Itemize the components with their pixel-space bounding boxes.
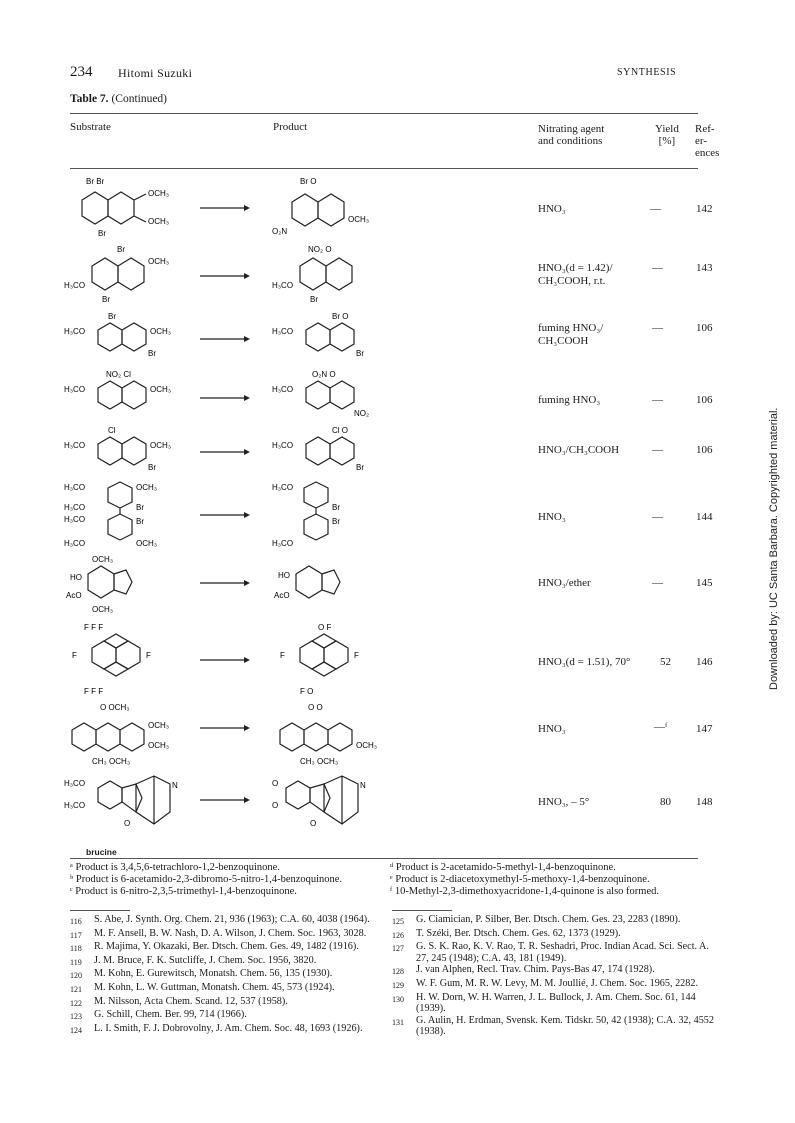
reaction-arrow — [200, 655, 250, 665]
svg-text:O O: O O — [308, 703, 323, 712]
substrate-structure-7 — [62, 556, 182, 616]
reference-number: 118 — [70, 944, 82, 954]
row-6-agent: HNO₃ — [538, 511, 566, 523]
reference-item — [392, 1015, 716, 1038]
svg-text:AcO: AcO — [274, 591, 290, 600]
reference-number: 127 — [392, 944, 404, 954]
svg-text:OCH₃: OCH₃ — [148, 741, 170, 750]
svg-text:H₃CO: H₃CO — [64, 281, 86, 290]
svg-text:H₃CO: H₃CO — [272, 539, 294, 548]
svg-text:OCH₃: OCH₃ — [92, 605, 114, 614]
reaction-arrow — [200, 447, 250, 457]
row-3-agent-line1: fuming HNO₃/ — [538, 322, 604, 334]
reference-text: L. I. Smith, F. J. Dobrovolny, J. Am. Chem. Soc. 48, 1693 (1926). — [94, 1022, 363, 1034]
row-3-ref: 106 — [696, 322, 713, 334]
footnote-a: ᵃ Product is 3,4,5,6-tetrachloro-1,2-benzoquinone. — [70, 862, 280, 873]
running-author: Hitomi Suzuki — [118, 66, 193, 80]
svg-text:OCH₃: OCH₃ — [148, 721, 170, 730]
reference-number: 121 — [70, 984, 82, 994]
svg-text:CH₃ OCH₃: CH₃ OCH₃ — [92, 757, 131, 766]
product-structure-5 — [270, 426, 380, 476]
reference-number: 128 — [392, 967, 404, 977]
row-8-agent: HNO₃(d = 1.51), 70° — [538, 656, 631, 668]
reference-item — [392, 914, 716, 928]
reference-item — [392, 928, 716, 942]
row-2-yield: — — [652, 262, 663, 274]
svg-text:Br Br: Br Br — [86, 177, 105, 186]
reference-text: M. Kohn, E. Gurewitsch, Monatsh. Chem. 56, 135 (1930). — [94, 968, 333, 980]
product-structure-9 — [270, 700, 390, 768]
svg-text:O F: O F — [318, 623, 332, 632]
reference-number: 116 — [70, 917, 82, 926]
row-5-ref: 106 — [696, 444, 713, 456]
col-agent — [538, 123, 604, 147]
substrate-structure-9 — [62, 700, 182, 768]
reference-text: J. M. Bruce, F. K. Sutcliffe, J. Chem. Soc. 1956, 3820. — [94, 954, 317, 966]
reference-number: 124 — [70, 1025, 82, 1035]
product-structure-4 — [270, 370, 380, 422]
reference-right-list — [392, 914, 716, 1038]
svg-text:H₃CO: H₃CO — [272, 385, 294, 394]
svg-text:OCH₃: OCH₃ — [150, 441, 172, 450]
svg-text:CH₃ OCH₃: CH₃ OCH₃ — [300, 757, 339, 766]
svg-text:HO: HO — [278, 571, 290, 580]
svg-text:F: F — [72, 651, 77, 660]
col-substrate: Substrate — [70, 121, 111, 133]
reference-text: S. Abe, J. Synth. Org. Chem. 21, 936 (1963); C.A. 60, 4038 (1964). — [94, 914, 370, 925]
svg-text:F: F — [280, 651, 285, 660]
svg-text:F: F — [354, 651, 359, 660]
reaction-arrow — [200, 393, 250, 403]
row-8-ref: 146 — [696, 656, 713, 668]
row-2-agent-line2: CH₃COOH, r.t. — [538, 275, 606, 287]
col-yield — [655, 123, 679, 147]
row-1-agent: HNO₃ — [538, 203, 566, 215]
reference-item — [70, 1023, 394, 1037]
substrate-structure-10 — [62, 768, 192, 850]
row-3-yield: — — [652, 322, 663, 334]
svg-text:OCH₃: OCH₃ — [356, 741, 378, 750]
substrate-structure-5 — [62, 426, 192, 476]
svg-text:Br: Br — [136, 517, 144, 526]
reference-number: 131 — [392, 1017, 404, 1027]
substrate-structure-2 — [62, 244, 192, 306]
product-structure-3 — [270, 312, 380, 364]
row-3-agent-line2: CH₃COOH — [538, 335, 589, 347]
svg-text:H₃CO: H₃CO — [64, 441, 86, 450]
row-2-agent — [538, 262, 613, 288]
reference-number: 122 — [70, 998, 82, 1008]
svg-text:Br: Br — [332, 503, 340, 512]
svg-text:O₂N: O₂N — [272, 227, 288, 236]
row-4-yield: — — [652, 394, 663, 406]
svg-text:H₃CO: H₃CO — [272, 441, 294, 450]
svg-text:F F F: F F F — [84, 687, 104, 696]
reaction-arrow — [200, 271, 250, 281]
svg-text:H₃CO: H₃CO — [64, 801, 86, 810]
row-3-agent — [538, 322, 603, 348]
reference-item — [70, 996, 394, 1010]
svg-text:OCH₃: OCH₃ — [148, 217, 170, 226]
row-1-ref: 142 — [696, 203, 713, 215]
references-rule-left — [70, 910, 130, 911]
table-title — [70, 93, 167, 105]
svg-text:AcO: AcO — [66, 591, 82, 600]
product-structure-8 — [270, 620, 380, 700]
svg-text:Br: Br — [117, 245, 125, 254]
row-4-agent: fuming HNO₃ — [538, 394, 601, 406]
col-yield-line1: Yield — [655, 123, 679, 135]
row-4-ref: 106 — [696, 394, 713, 406]
svg-text:N: N — [172, 781, 178, 790]
product-structure-7 — [270, 556, 380, 616]
reference-number: 130 — [392, 994, 404, 1004]
references-rule-right — [392, 910, 452, 911]
table-bottom-rule — [70, 858, 698, 859]
svg-text:Cl O: Cl O — [332, 426, 348, 435]
svg-text:H₃CO: H₃CO — [272, 281, 294, 290]
reference-item — [392, 941, 716, 964]
reference-text: G. Aulin, H. Erdman, Svensk. Kem. Tidskr. 50, 42 (1938); C.A. 32, 4552 (1938). — [416, 1014, 714, 1038]
svg-text:Br: Br — [356, 463, 364, 472]
product-structure-6 — [270, 480, 380, 552]
svg-text:OCH₃: OCH₃ — [148, 189, 170, 198]
reference-item — [70, 982, 394, 996]
table-label: Table 7. — [70, 93, 109, 105]
svg-text:O₂N O: O₂N O — [312, 370, 336, 379]
reference-text: W. F. Gum, M. R. W. Levy, M. M. Joullié, J. Chem. Soc. 1965, 2282. — [416, 977, 698, 989]
svg-text:H₃CO: H₃CO — [64, 539, 86, 548]
footnote-f: ᶠ 10-Methyl-2,3-dimethoxyacridone-1,4-quinone is also formed. — [390, 886, 660, 897]
product-structure-1 — [270, 172, 380, 242]
reference-item — [70, 914, 394, 928]
svg-text:NO₂ O: NO₂ O — [308, 245, 332, 254]
row-10-yield: 80 — [660, 796, 671, 808]
reference-text: G. Ciamician, P. Silber, Ber. Dtsch. Chem. Ges. 23, 2283 (1890). — [416, 914, 681, 925]
svg-text:OCH₃: OCH₃ — [92, 556, 114, 564]
substrate-structure-4 — [62, 370, 192, 422]
footnote-d: ᵈ Product is 2-acetamido-5-methyl-1,4-benzoquinone. — [390, 862, 616, 873]
svg-text:OCH₃: OCH₃ — [136, 483, 158, 492]
svg-text:OCH₃: OCH₃ — [348, 215, 370, 224]
reference-item — [70, 941, 394, 955]
reference-number: 119 — [70, 957, 82, 967]
row-5-yield: — — [652, 444, 663, 456]
svg-text:F F F: F F F — [84, 623, 104, 632]
reference-item — [392, 964, 716, 978]
reference-text: R. Majima, Y. Okazaki, Ber. Dtsch. Chem. Ges. 49, 1482 (1916). — [94, 941, 359, 953]
svg-text:Br O: Br O — [332, 312, 349, 321]
footnote-e: ᵉ Product is 2-diacetoxymethyl-5-methoxy-1,4-benzoquinone. — [390, 874, 650, 885]
substrate-structure-3 — [62, 312, 192, 364]
svg-text:H₃CO: H₃CO — [64, 515, 86, 524]
reference-item — [70, 968, 394, 982]
svg-text:O OCH₃: O OCH₃ — [100, 703, 130, 712]
reference-number: 129 — [392, 980, 404, 990]
reference-text: G. Schill, Chem. Ber. 99, 714 (1966). — [94, 1009, 247, 1021]
reference-number: 123 — [70, 1012, 82, 1022]
svg-text:H₃CO: H₃CO — [64, 483, 86, 492]
svg-text:Br: Br — [136, 503, 144, 512]
reaction-arrow — [200, 334, 250, 344]
svg-text:N: N — [360, 781, 366, 790]
reference-item — [392, 978, 716, 992]
svg-text:O: O — [124, 819, 131, 828]
col-ref-line1: Ref- — [695, 123, 715, 135]
reference-text: T. Széki, Ber. Dtsch. Chem. Ges. 62, 1373 (1929). — [416, 927, 621, 939]
svg-text:Br: Br — [102, 295, 110, 304]
reference-text: H. W. Dorn, W. H. Warren, J. L. Bullock, J. Am. Chem. Soc. 61, 144 (1939). — [416, 991, 696, 1015]
reference-item — [70, 1009, 394, 1023]
reference-left-list — [70, 914, 394, 1036]
svg-text:Cl: Cl — [108, 426, 116, 435]
svg-text:NO₂ Cl: NO₂ Cl — [106, 370, 131, 379]
svg-text:F O: F O — [300, 687, 314, 696]
row-9-yield: —ᶠ — [654, 721, 668, 733]
row-2-agent-line1: HNO₃(d = 1.42)/ — [538, 262, 613, 274]
reaction-arrow — [200, 578, 250, 588]
svg-text:NO₂: NO₂ — [354, 409, 370, 418]
col-yield-line2: [%] — [658, 135, 676, 147]
reference-text: M. Nilsson, Acta Chem. Scand. 12, 537 (1958). — [94, 995, 288, 1007]
footnote-b: ᵇ Product is 6-acetamido-2,3-dibromo-5-nitro-1,4-benzoquinone. — [70, 874, 343, 885]
reaction-arrow — [200, 510, 250, 520]
svg-text:H₃CO: H₃CO — [64, 385, 86, 394]
footnote-c: ᶜ Product is 6-nitro-2,3,5-trimethyl-1,4-benzoquinone. — [70, 886, 297, 897]
reference-text: G. S. K. Rao, K. V. Rao, T. R. Seshadri, Proc. Indian Acad. Sci. Sect. A. 27, 245 (1948); C.A. 43, 181 (1949). — [416, 941, 709, 964]
row-7-agent: HNO₃/ether — [538, 577, 591, 589]
brucine-label: brucine — [86, 847, 117, 857]
svg-text:H₃CO: H₃CO — [272, 483, 294, 492]
substrate-structure-1 — [62, 170, 182, 240]
svg-text:Br: Br — [332, 517, 340, 526]
reference-text: M. Kohn, L. W. Guttman, Monatsh. Chem. 45, 573 (1924). — [94, 981, 335, 993]
row-7-yield: — — [652, 577, 663, 589]
row-5-agent: HNO₃/CH₃COOH — [538, 444, 620, 456]
col-ref-line3: ences — [695, 147, 720, 159]
row-8-yield: 52 — [660, 656, 671, 668]
table-header-rule — [70, 168, 698, 169]
svg-text:Br: Br — [148, 349, 156, 358]
reference-item — [70, 928, 394, 942]
reference-number: 120 — [70, 971, 82, 981]
svg-text:Br: Br — [356, 349, 364, 358]
row-9-ref: 147 — [696, 723, 713, 735]
svg-text:OCH₃: OCH₃ — [148, 257, 170, 266]
col-agent-line2: and conditions — [538, 135, 603, 147]
reaction-arrow — [200, 795, 250, 805]
svg-text:H₃CO: H₃CO — [64, 503, 86, 512]
journal-name: SYNTHESIS — [617, 67, 677, 78]
row-6-ref: 144 — [696, 511, 713, 523]
svg-text:F: F — [146, 651, 151, 660]
col-ref-line2: er- — [695, 135, 707, 147]
svg-text:Br O: Br O — [300, 177, 317, 186]
reference-number: 117 — [70, 930, 82, 940]
svg-text:Br: Br — [148, 463, 156, 472]
row-9-agent: HNO₃ — [538, 723, 566, 735]
reference-text: M. F. Ansell, B. W. Nash, D. A. Wilson, J. Chem. Soc. 1963, 3028. — [94, 927, 367, 939]
row-6-yield: — — [652, 511, 663, 523]
svg-text:H₃CO: H₃CO — [64, 327, 86, 336]
svg-text:OCH₃: OCH₃ — [150, 327, 172, 336]
svg-text:Br: Br — [310, 295, 318, 304]
product-structure-2 — [270, 244, 380, 306]
svg-text:Br: Br — [98, 229, 106, 238]
reference-number: 126 — [392, 930, 404, 940]
reference-text: J. van Alphen, Recl. Trav. Chim. Pays-Bas 47, 174 (1928). — [416, 964, 655, 976]
table-caption: (Continued) — [111, 93, 168, 105]
svg-text:OCH₃: OCH₃ — [150, 385, 172, 394]
row-2-ref: 143 — [696, 262, 713, 274]
table-top-rule — [70, 113, 698, 114]
download-watermark: Downloaded by: UC Santa Barbara. Copyrighted material. — [768, 407, 780, 690]
row-7-ref: 145 — [696, 577, 713, 589]
substrate-structure-8 — [62, 620, 182, 700]
svg-text:O: O — [272, 801, 279, 810]
col-agent-line1: Nitrating agent — [538, 123, 605, 135]
svg-text:O: O — [310, 819, 317, 828]
svg-text:H₃CO: H₃CO — [64, 779, 86, 788]
row-1-yield: — — [650, 203, 661, 215]
col-product: Product — [273, 121, 308, 133]
substrate-structure-6 — [62, 480, 192, 552]
svg-text:O: O — [272, 779, 279, 788]
reaction-arrow — [200, 203, 250, 213]
svg-text:H₃CO: H₃CO — [272, 327, 294, 336]
reaction-arrow — [200, 723, 250, 733]
col-references — [695, 123, 719, 159]
svg-text:Br: Br — [108, 312, 116, 321]
svg-text:HO: HO — [70, 573, 82, 582]
page-number: 234 — [70, 64, 93, 80]
product-structure-10 — [270, 768, 380, 850]
reference-number: 125 — [392, 917, 404, 926]
row-10-agent: HNO₃, – 5° — [538, 796, 590, 808]
svg-text:OCH₃: OCH₃ — [136, 539, 158, 548]
row-10-ref: 148 — [696, 796, 713, 808]
reference-item — [392, 992, 716, 1015]
reference-item — [70, 955, 394, 969]
